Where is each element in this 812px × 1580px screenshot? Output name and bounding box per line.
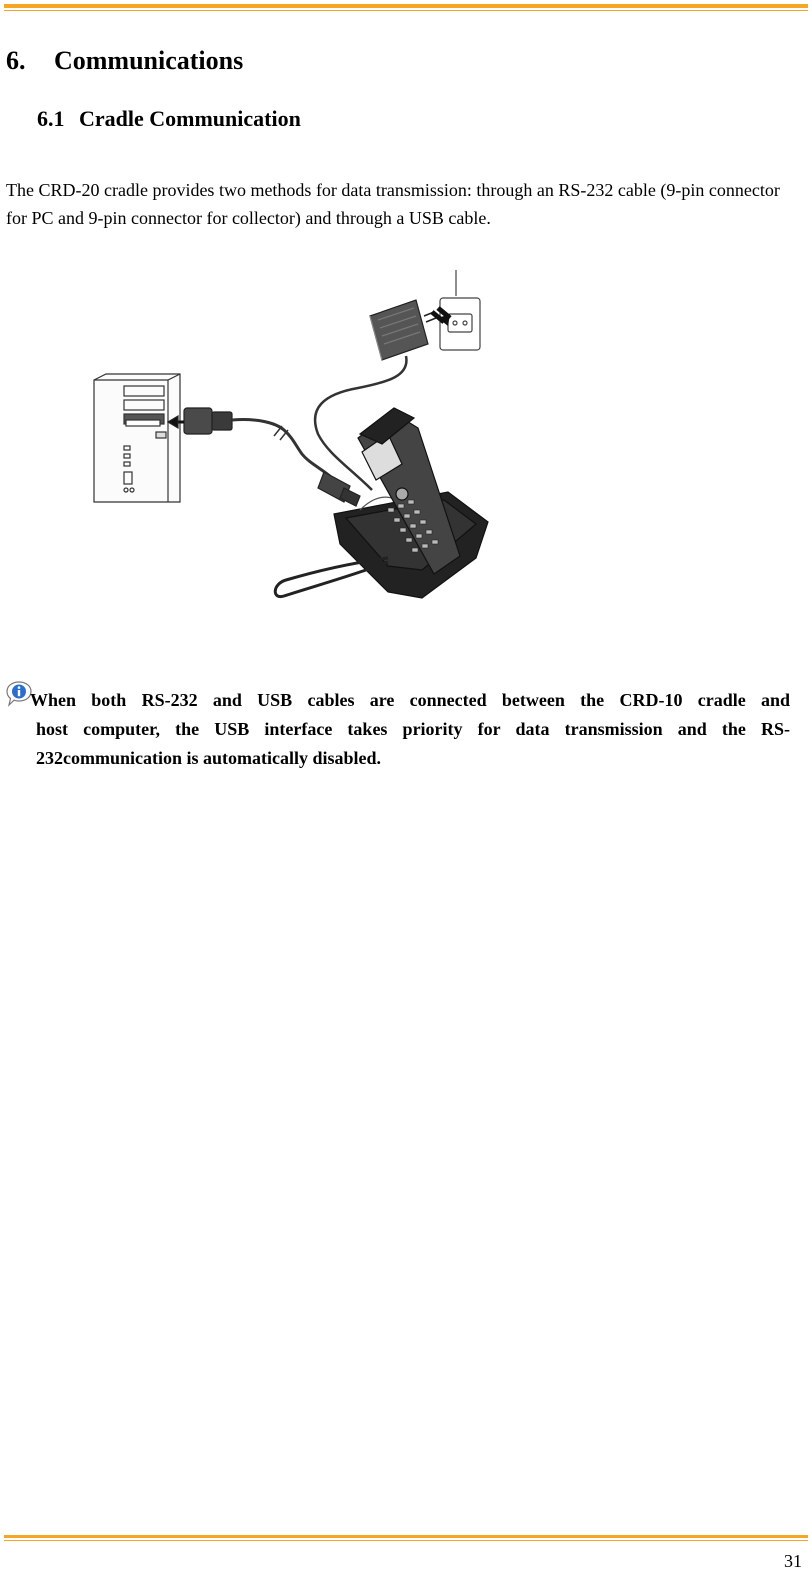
section-number: 6. bbox=[6, 46, 26, 75]
wall-outlet bbox=[440, 270, 480, 350]
body-paragraph: The CRD-20 cradle provides two methods for data transmission: through an RS-232 cable (9-pin connector for PC and 9-pin connector for collector) and through a USB cable. bbox=[6, 180, 780, 228]
note-paragraph bbox=[30, 686, 790, 773]
db9-connector-cradle bbox=[318, 472, 360, 506]
footer-rule-thin bbox=[4, 1540, 808, 1541]
footer-rule bbox=[4, 1535, 808, 1538]
subsection-title: Cradle Communication bbox=[79, 106, 301, 131]
subsection-heading bbox=[37, 106, 301, 132]
section-heading bbox=[6, 46, 243, 76]
page-number: 31 bbox=[784, 1551, 802, 1571]
header-rule-thin bbox=[4, 10, 808, 11]
note-continuation: host computer, the USB interface takes priority for data transmission and the RS-232communication is automatically disabled. bbox=[36, 719, 790, 768]
pc-tower bbox=[94, 374, 180, 502]
power-adapter bbox=[370, 300, 436, 360]
subsection-number: 6.1 bbox=[37, 106, 65, 131]
section-title: Communications bbox=[54, 46, 244, 75]
cradle-connection-illustration bbox=[88, 258, 492, 610]
header-rule bbox=[4, 4, 808, 8]
note-first-line: When both RS-232 and USB cables are connected between the CRD-10 cradle and bbox=[30, 690, 790, 710]
